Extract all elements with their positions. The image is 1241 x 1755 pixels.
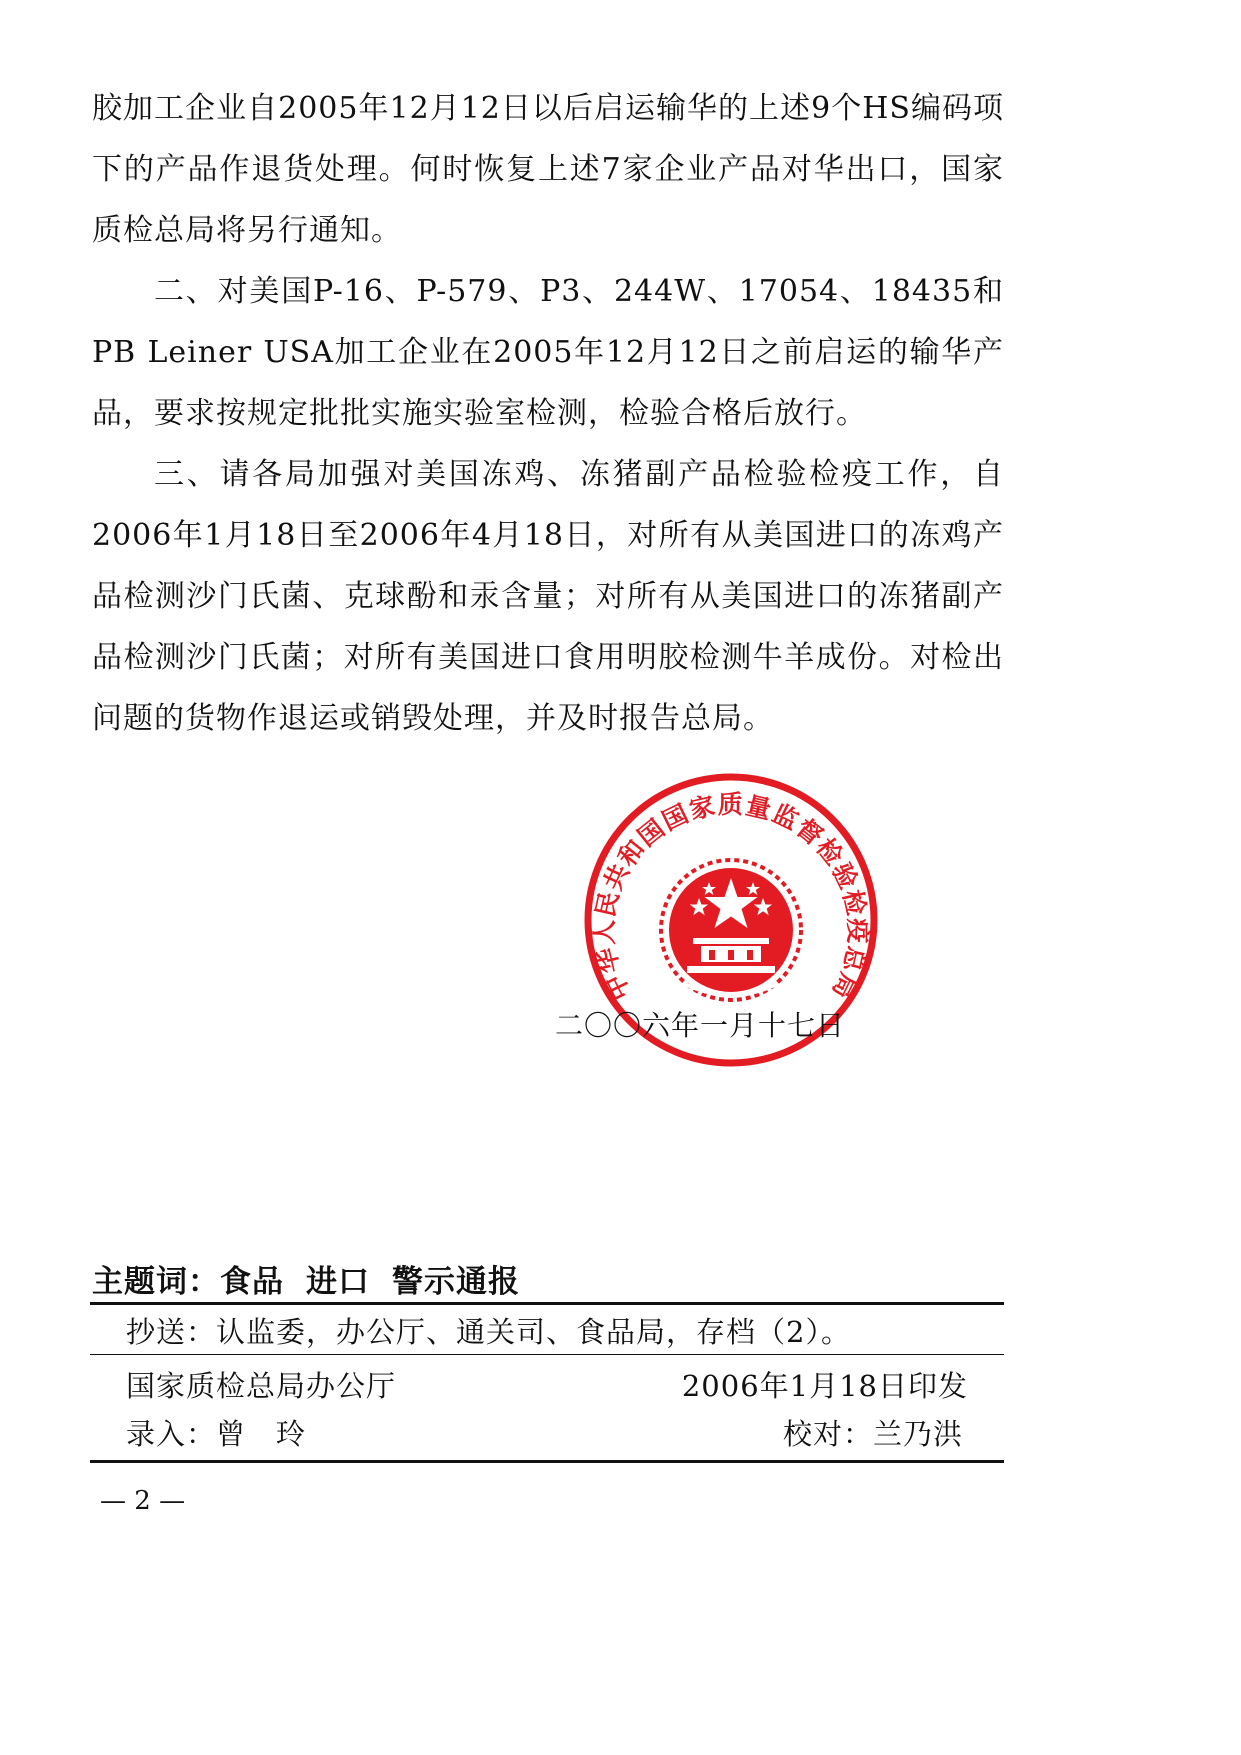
proofreader: 校对：兰乃洪 xyxy=(782,1417,963,1451)
paragraph-continuation: 胶加工企业自2005年12月12日以后启运输华的上述9个HS编码项下的产品作退货处理。何时恢复上述7家企业产品对华出口，国家质检总局将另行通知。 xyxy=(92,91,1004,248)
document-body xyxy=(92,78,1004,749)
divider-rule xyxy=(90,1354,1004,1355)
subject-word: 进口 xyxy=(306,1264,370,1300)
subject-label: 主题词： xyxy=(92,1264,220,1300)
page-number: — 2 — xyxy=(100,1486,186,1516)
divider-rule xyxy=(90,1460,1004,1463)
seal-text: 中华人民共和国国家质量监督检验检疫总局 xyxy=(589,790,873,1005)
entry-clerk: 录入：曾 玲 xyxy=(126,1417,307,1451)
paragraph-item-three: 三、请各局加强对美国冻鸡、冻猪副产品检验检疫工作，自2006年1月18日至2006年4月18日，对所有从美国进口的冻鸡产品检测沙门氏菌、克球酚和汞含量；对所有从美国进口的冻猪副产品检测沙门氏菌；对所有美国进口食用明胶检测牛羊成份。对检出问题的货物作退运或销毁处理，并及时报告总局。 xyxy=(92,457,1004,736)
subject-keywords xyxy=(92,1256,542,1301)
paragraph-item-two: 二、对美国P-16、P-579、P3、244W、17054、18435和PB Leiner USA加工企业在2005年12月12日之前启运的输华产品，要求按规定批批实施实验室检测，检验合格后放行。 xyxy=(92,274,1004,431)
issuing-office: 国家质检总局办公厅 xyxy=(126,1369,397,1403)
subject-word: 食品 xyxy=(220,1264,284,1300)
issue-date: 2006年1月18日印发 xyxy=(681,1369,968,1403)
signature-date: 二〇〇六年一月十七日 xyxy=(555,1009,846,1042)
subject-word: 警示通报 xyxy=(392,1264,520,1300)
divider-rule xyxy=(90,1302,1004,1305)
national-emblem-icon xyxy=(661,860,801,1000)
cc-recipients: 抄送：认监委，办公厅、通关司、食品局，存档（2）。 xyxy=(126,1315,851,1349)
